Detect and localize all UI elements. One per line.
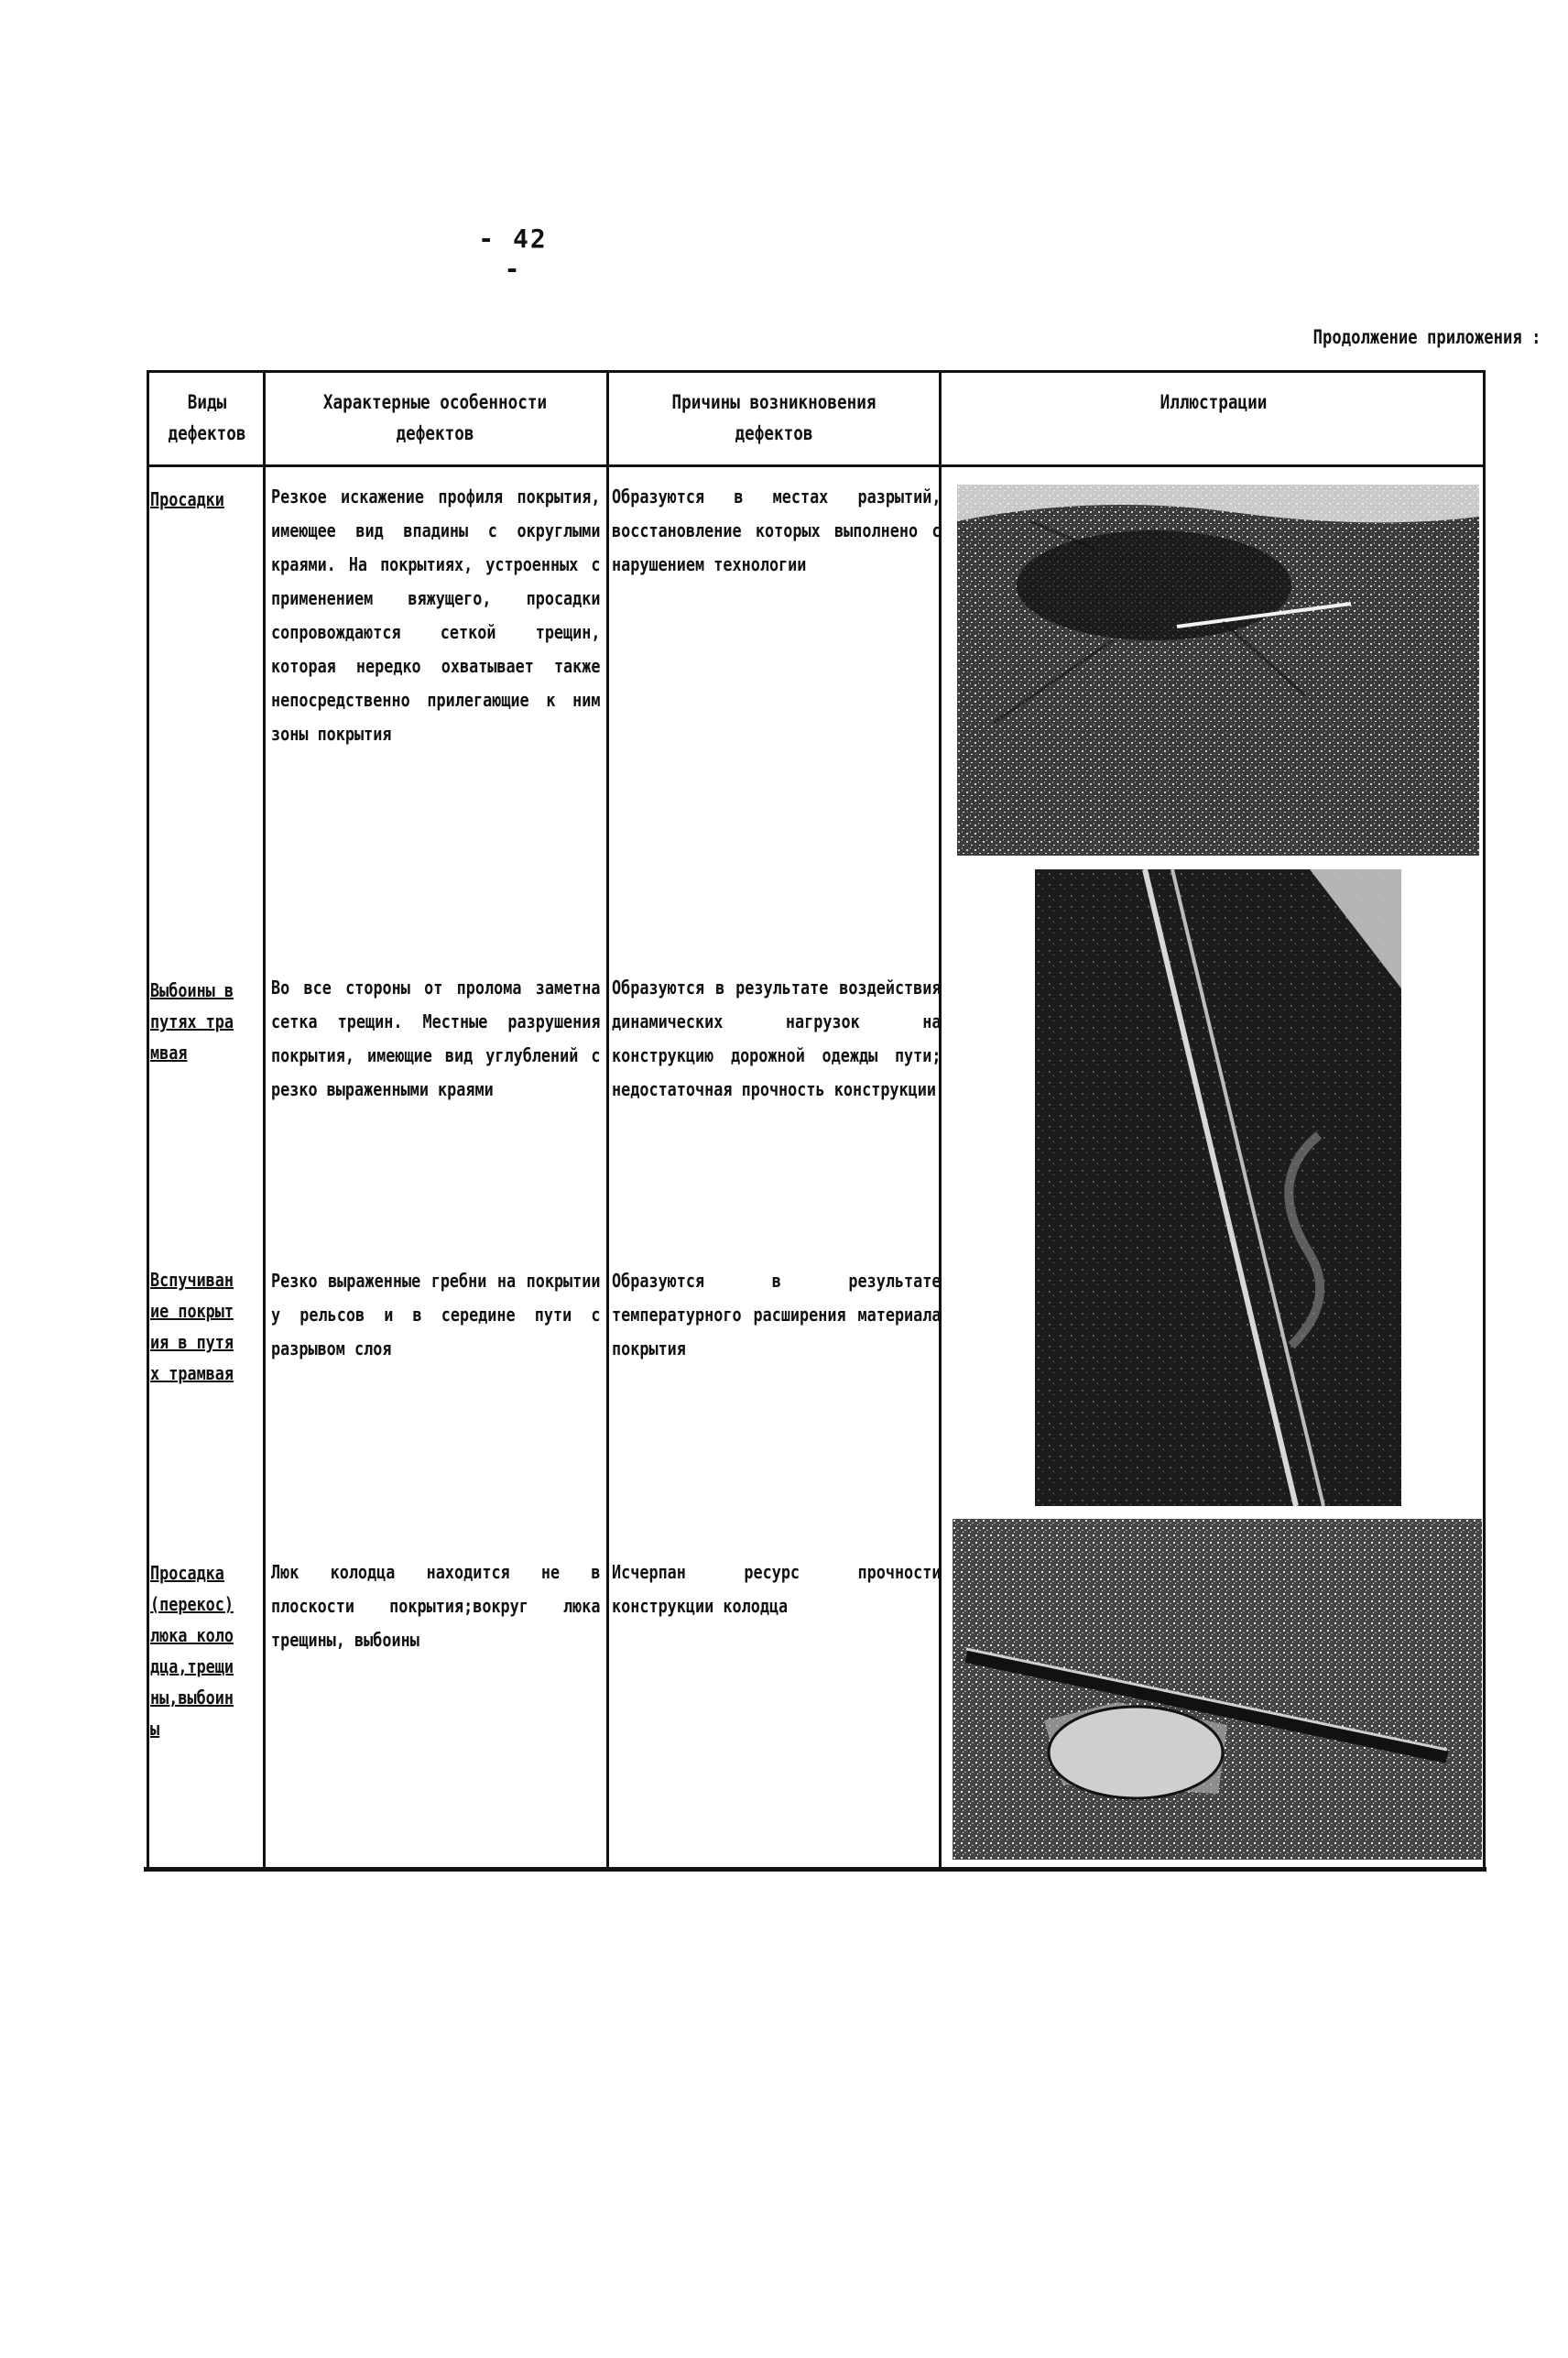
- table-left-border: [147, 370, 149, 1869]
- row-kind-tram-potholes: Выбоины в путях трамвая: [150, 979, 234, 1064]
- table-right-border: [1483, 370, 1486, 1869]
- row-kind-manhole: Просадка (перекос) люка колодца,трещины,выбоины: [150, 1562, 234, 1740]
- photo-tram-track: [1035, 869, 1401, 1506]
- header-divider: [147, 464, 1486, 467]
- row-features-subsidence: Резкое искажение профиля покрытия, имеющее вид впадины с округлыми краями. На покрытиях, устроенных с применением вяжущего, просадки сопровождаются сеткой трещин, которая нередко охватывает также непосредственно прилегающие к ним зоны покрытия: [271, 486, 601, 745]
- defects-table: [147, 370, 1486, 1874]
- continuation-label: Продолжение приложения :: [1312, 326, 1541, 348]
- row-cause-manhole: Исчерпан ресурс прочности конструкции колодца: [612, 1561, 942, 1617]
- row-features-heaving: Резко выраженные гребни на покрытии у рельсов и в середине пути с разрывом слоя: [271, 1270, 601, 1359]
- photo-manhole: [953, 1519, 1482, 1860]
- row-features-tram-potholes: Во все стороны от пролома заметна сетка трещин. Местные разрушения покрытия, имеющие вид углублений с резко выраженными краями: [271, 977, 601, 1100]
- table-top-border: [147, 370, 1486, 373]
- row-features-manhole: Люк колодца находится не в плоскости покрытия;вокруг люка трещины, выбоины: [271, 1561, 601, 1651]
- row-kind-subsidence: Просадки: [150, 488, 224, 510]
- row-cause-tram-potholes: Образуются в результате воздействия динамических нагрузок на конструкцию дорожной одежды пути; недостаточная прочность конструкции: [612, 977, 942, 1100]
- row-kind-heaving: Вспучивание покрытия в путях трамвая: [150, 1269, 234, 1384]
- header-causes: Причины возникновения дефектов: [671, 391, 877, 444]
- column-divider-3: [939, 370, 942, 1869]
- header-kinds: Виды дефектов: [168, 391, 246, 444]
- header-features: Характерные особенности дефектов: [322, 391, 548, 444]
- column-divider-2: [606, 370, 609, 1869]
- header-illustrations: Иллюстрации: [1160, 391, 1268, 413]
- row-cause-subsidence: Образуются в местах разрытий, восстановление которых выполнено с нарушением технологии: [612, 486, 942, 575]
- column-divider-1: [263, 370, 266, 1869]
- page-number: - 42 -: [478, 224, 548, 284]
- table-bottom-border: [144, 1867, 1486, 1872]
- photo-subsidence: [957, 485, 1479, 856]
- row-cause-heaving: Образуются в результате температурного расширения материала покрытия: [612, 1270, 942, 1359]
